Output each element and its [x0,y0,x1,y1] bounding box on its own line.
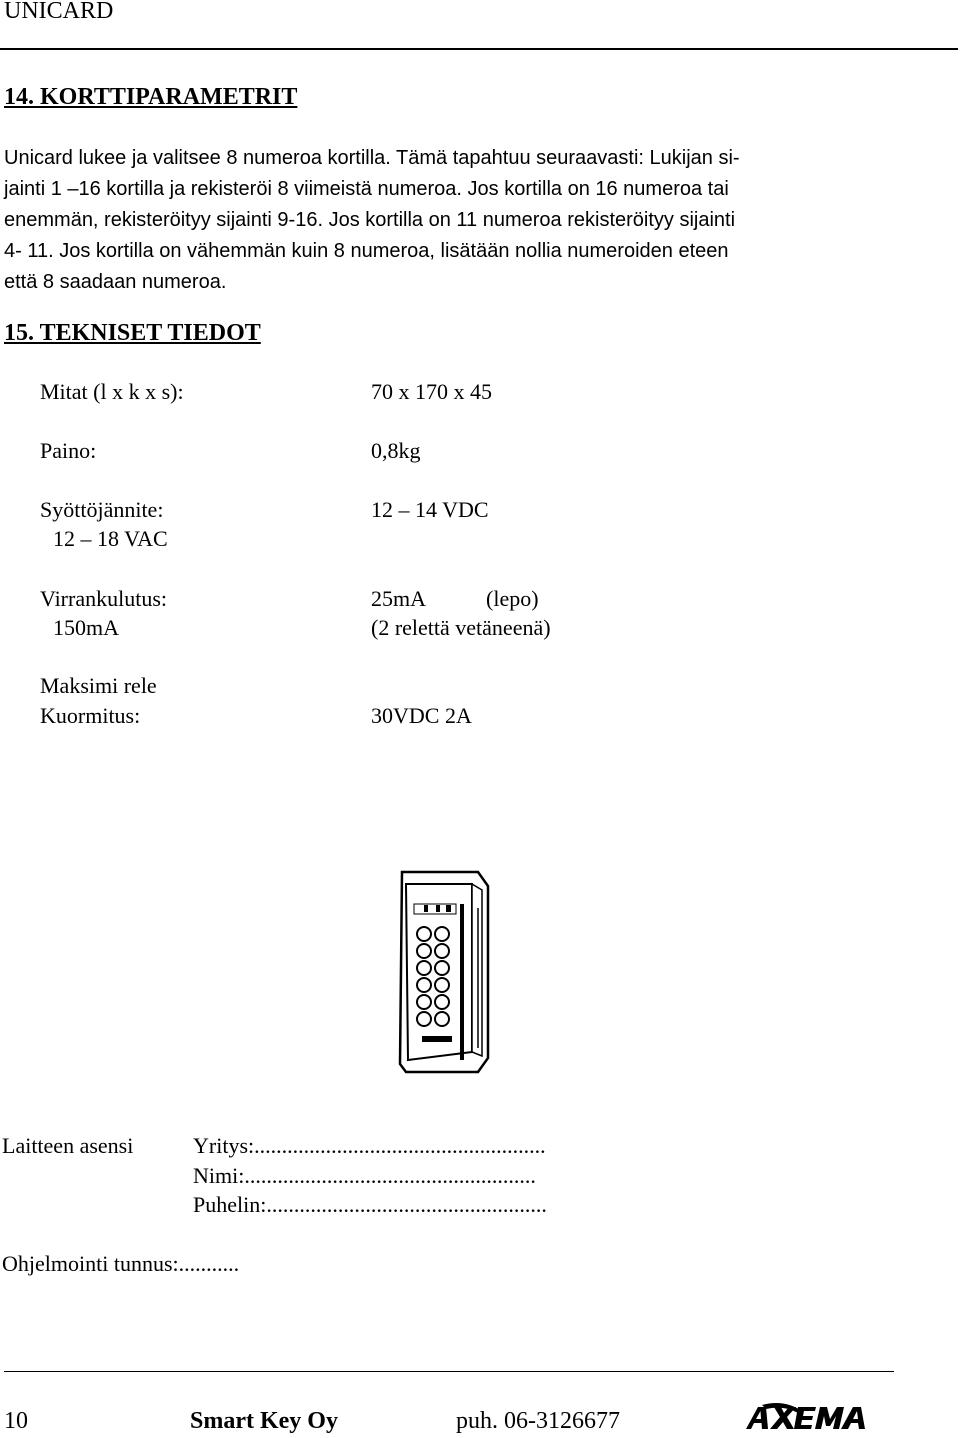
spec-value-current-active: 150mA [53,615,119,640]
spec-value-weight: 0,8kg [371,438,421,463]
footer-phone: puh. 06-3126677 [456,1408,620,1434]
section-15-heading: 15. TEKNISET TIEDOT [4,320,261,346]
spec-note-current-active: (2 relettä vetäneenä) [371,615,551,640]
keypad-key [417,927,431,941]
spec-note-current-idle: (lepo) [486,586,539,611]
keypad-key [435,961,449,975]
installer-name-field: Nimi:..................................................... [193,1163,536,1188]
programming-code-field: Ohjelmointi tunnus:........... [2,1251,240,1276]
page-number: 10 [4,1408,28,1434]
installer-phone-field: Puhelin:................................................... [193,1192,547,1217]
keypad-key [435,1012,449,1026]
footer-rule [4,1371,894,1372]
keypad-key [435,927,449,941]
section-14-heading: 14. KORTTIPARAMETRIT [4,84,298,110]
keypad-key [435,995,449,1009]
paragraph-line: että 8 saadaan numeroa. [4,271,227,293]
keypad-reader-illustration [392,868,492,1074]
axema-logo [744,1401,868,1433]
keypad-key [435,978,449,992]
spec-label-relay: Maksimi rele [40,673,157,698]
paragraph-line: jainti 1 –16 kortilla ja rekisteröi 8 viimeistä numeroa. Jos kortilla on 16 numeroa tai [4,178,729,200]
footer-company: Smart Key Oy [190,1408,338,1434]
paragraph-line: Unicard lukee ja valitsee 8 numeroa kortilla. Tämä tapahtuu seuraavasti: Lukijan si- [4,147,740,169]
spec-value-current-idle: 25mA [371,586,426,611]
paragraph-line: 4- 11. Jos kortilla on vähemmän kuin 8 numeroa, lisätään nollia numeroiden eteen [4,240,729,262]
spec-label-current: Virrankulutus: [40,586,167,611]
installer-company-field: Yritys:..................................................... [193,1133,546,1158]
header-title: UNICARD [4,0,114,24]
keypad-key [417,978,431,992]
spec-value-relay: 30VDC 2A [371,703,472,728]
spec-value-supply-dc: 12 – 14 VDC [371,497,489,522]
keypad-key [435,944,449,958]
keypad-key [417,995,431,1009]
spec-label-weight: Paino: [40,438,97,463]
keypad-key [417,944,431,958]
paragraph-line: enemmän, rekisteröityy sijainti 9-16. Jos kortilla on 11 numeroa rekisteröityy sijainti [4,209,736,231]
spec-label-dimensions: Mitat (l x k x s): [40,379,184,404]
spec-label-supply: Syöttöjännite: [40,497,164,522]
spec-value-supply-ac: 12 – 18 VAC [53,526,168,551]
spec-label-load: Kuormitus: [40,703,141,728]
installer-label: Laitteen asensi [2,1133,134,1158]
keypad-key [417,1012,431,1026]
keypad-key [417,961,431,975]
spec-value-dimensions: 70 x 170 x 45 [371,379,492,404]
header-rule [0,48,958,50]
